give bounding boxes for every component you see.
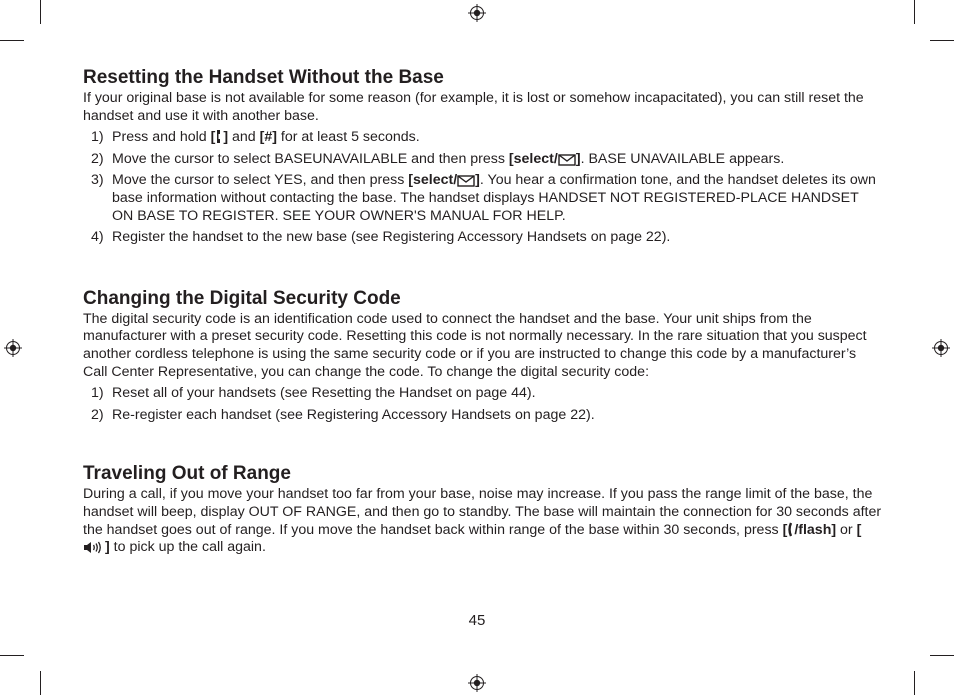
step-number: 3) xyxy=(91,172,104,189)
envelope-icon xyxy=(457,175,475,187)
crop-mark xyxy=(40,671,41,695)
key-bracket: [ xyxy=(782,521,788,538)
key-bracket: ] xyxy=(223,129,229,146)
step-text: . BASE UNAVAILABLE appears. xyxy=(580,150,785,167)
intro-text: or xyxy=(836,521,857,538)
crop-mark xyxy=(930,655,954,656)
step-text: Register the handset to the new base (see Registering Accessory Handsets on page 22). xyxy=(112,229,671,246)
section-heading: Resetting the Handset Without the Base xyxy=(83,67,444,88)
section-heading: Changing the Digital Security Code xyxy=(83,287,401,309)
key-label xyxy=(509,151,581,167)
step-text: Re-register each handset (see Registering Accessory Handsets on page 22). xyxy=(112,406,595,423)
step-list xyxy=(83,129,883,247)
envelope-icon xyxy=(558,154,576,166)
step-number: 1) xyxy=(91,129,104,146)
crop-mark xyxy=(40,0,41,24)
crop-mark xyxy=(914,671,915,695)
section-out-of-range xyxy=(83,462,883,556)
crop-mark xyxy=(914,0,915,24)
list-item xyxy=(83,129,883,147)
key-bracket: ] xyxy=(575,150,581,167)
key-text: [select/ xyxy=(508,150,558,167)
list-item xyxy=(83,229,883,247)
key-bracket: ] xyxy=(105,539,110,556)
step-text: Move the cursor to select YES, and then press xyxy=(112,172,409,189)
key-label xyxy=(211,129,228,145)
step-text: for at least 5 seconds. xyxy=(276,129,420,146)
section-digital-security-code xyxy=(83,287,883,425)
list-item xyxy=(83,172,883,225)
step-number: 1) xyxy=(91,385,104,402)
intro-text: During a call, if you move your handset too far from your base, noise may increase. If you pass the range limit of the base, the handset will beep, display OUT OF RANGE, and then go to standby. The base will maintain the connection for 30 seconds after the handset goes out of range. If you move the handset back within range of the base within 30 seconds, press xyxy=(83,486,882,538)
key-text: [select/ xyxy=(408,172,458,189)
section-heading: Traveling Out of Range xyxy=(83,463,291,485)
section-intro xyxy=(83,486,883,556)
key-bracket: ] xyxy=(475,172,480,189)
section-resetting-handset xyxy=(83,66,883,247)
crop-mark xyxy=(0,40,24,41)
registration-mark-icon xyxy=(468,674,486,692)
section-intro: The digital security code is an identification code used to connect the handset and the base. Your unit ships from the manufacturer with a preset security code. Resetting this code is not normally necessary. In the rare situation that you suspect another cordless telephone is using the same security code or if you are instructed to change this code by a manufacturer’s Call Center Representative, you can change the code. To change the digital security code: xyxy=(83,310,867,380)
step-text: Reset all of your handsets (see Resetting the Handset on page 44). xyxy=(112,385,536,402)
page-content xyxy=(83,66,883,557)
crop-mark xyxy=(930,40,954,41)
intro-text: to pick up the call again. xyxy=(109,539,266,556)
step-text: and xyxy=(228,129,260,146)
step-number: 4) xyxy=(91,229,104,246)
key-text: /flash] xyxy=(794,521,837,538)
step-list xyxy=(83,385,883,424)
key-label xyxy=(783,522,837,538)
list-item xyxy=(83,407,883,425)
key-bracket: [ xyxy=(210,129,216,146)
registration-mark-icon xyxy=(4,339,22,357)
registration-mark-icon xyxy=(468,4,486,22)
crop-mark xyxy=(0,655,24,656)
registration-mark-icon xyxy=(932,339,950,357)
key-bracket: [ xyxy=(856,521,862,538)
page-number: 45 xyxy=(468,612,486,629)
key-label: [#] xyxy=(259,129,277,146)
speaker-icon xyxy=(83,541,105,554)
step-text: Press and hold xyxy=(112,129,211,146)
step-text: Move the cursor to select BASEUNAVAILABLE and then press xyxy=(112,150,509,167)
step-text: . You hear a confirmation tone, and the handset deletes its own base information without contacting the base. The handset displays HANDSET NOT REGISTERED-PLACE HANDSET ON BASE TO REGISTER. SEE YOUR OWNER'S MANUAL FOR HELP. xyxy=(112,172,876,224)
list-item xyxy=(83,385,883,403)
step-number: 2) xyxy=(91,406,104,423)
key-label xyxy=(408,172,480,188)
step-number: 2) xyxy=(91,150,104,167)
list-item xyxy=(83,151,883,169)
section-intro: If your original base is not available for some reason (for example, it is lost or somehow incapacitated), you can still reset the handset and use it with another base. xyxy=(83,90,864,124)
